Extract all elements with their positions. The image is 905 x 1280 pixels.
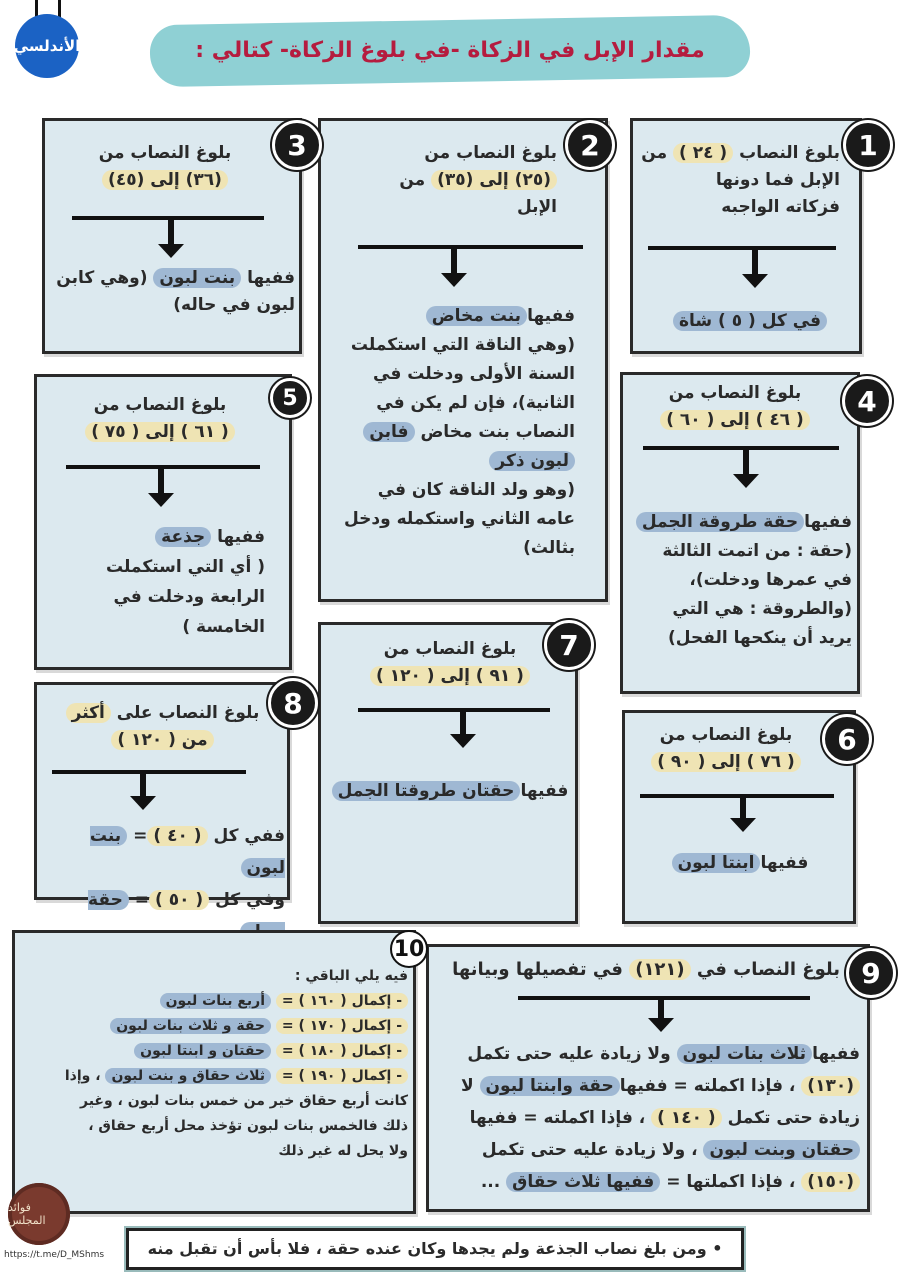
box-9-number: 9 [846,948,896,998]
box-3-number: 3 [272,120,322,170]
box-8-divider [52,770,246,774]
page-title: مقدار الإبل في الزكاة -في بلوغ الزكاة- كتالي : [195,38,705,63]
box-10-number: 10 [390,930,428,968]
box-6-result: ففيهاابنتا لبون [640,850,840,877]
box-4-divider [643,446,839,450]
logo-text: الأندلسي [13,37,81,55]
box-3-result: ففيها بنت لبون (وهي كابن لبون في حاله) [56,268,295,315]
box-6-number: 6 [822,714,872,764]
box-1-result: في كل ( ٥ ) شاة [645,308,855,335]
seal-stamp [8,1183,70,1245]
channel-url[interactable]: https://t.me/D_MShms [4,1250,105,1260]
box-7-arrowhead [450,734,476,748]
box-4-arrowhead [733,474,759,488]
box-2-divider [358,245,583,249]
box-8-arrowhead [130,796,156,810]
box-6-divider [640,794,834,798]
box-3-condition: بلوغ النصاب من (٣٦) إلى (٤٥) [98,143,232,190]
box-4-arrow [743,450,749,476]
box-2-result: ففيهابنت مخاض (وهي الناقة التي استكملت السنة الأولى ودخلت في الثانية)، فإن لم يكن في النصاب بنت مخاض فابن لبون ذكر (وهو ولد الناقة كان في عامه الثاني واستكمله ودخل بثالث) [343,306,575,558]
box-7-arrow [460,712,466,736]
box-9-result: ففيهاثلاث بنات لبون ولا زيادة عليه حتى تكمل (١٣٠) ، فإذا اكملته = ففيهاحقة وابنتا لبون لا زيادة حتى تكمل ( ١٤٠ ) ، فإذا اكملته = ففيها حقتان وبنت لبون ، ولا زيادة عليه حتى تكمل (١٥٠) ، فإذا اكملتها = ففيها ثلاث حقاق ... [460,1044,860,1192]
box-2-arrow [451,249,457,275]
box-5-condition: بلوغ النصاب من ( ٦١ ) إلى ( ٧٥ ) [60,392,260,446]
footer-note: • ومن بلغ نصاب الجذعة ولم يجدها وكان عنده حقة ، فلا بأس أن تقبل منه [126,1228,744,1270]
box-8-number: 8 [268,678,318,728]
seal-text: فوائد المجلس [8,1201,46,1227]
box-7-divider [358,708,550,712]
box-1-condition: بلوغ النصاب ( ٢٤ ) من الإبل فما دونها فزكاته الواجبه [641,143,840,217]
box-7-condition: بلوغ النصاب من ( ٩١ ) إلى ( ١٢٠ ) [350,636,550,690]
box-1-number: 1 [843,120,893,170]
box-7-result: ففيهاحقتان طروقتا الجمل [330,778,570,805]
box-4-result: ففيهاحقة طروقة الجمل (حقة : من اتمت الثالثة في عمرها ودخلت)، (والطروقة : هي التي يريد أن ينكحها الفحل) [630,508,852,653]
box-8-result: ففي كل ( ٤٠ )= بنت لبون وفي كل ( ٥٠ )= حقة [40,820,285,948]
box-4-condition: بلوغ النصاب من ( ٤٦ ) إلى ( ٦٠ ) [635,380,835,434]
box-8-arrow [140,774,146,798]
box-2-arrowhead [441,273,467,287]
box-5-arrowhead [148,493,174,507]
box-3-arrowhead [158,244,184,258]
box-1-divider [648,246,836,250]
box-10-content: فيه يلي الباقي : - إكمال ( ١٦٠ ) = أربع بنات لبون - إكمال ( ١٧٠ ) = حقة و ثلاث بنات لبون - إكمال ( ١٨٠ ) = حقتان و ابنتا لبون - إكمال ( ١٩٠ ) = ثلاث حقاق و بنت لبون ، وإذا كانت أربع حقاق خير من خمس بنات لبون ، وغير ذلك فالخمس بنات لبون تؤخذ محل أربع حقاق ، ولا يحل له غير ذلك [64,968,408,1159]
box-1-arrowhead [742,274,768,288]
channel-logo [15,14,79,78]
box-2-condition: بلوغ النصاب من (٢٥) إلى (٣٥) من الإبل [399,143,557,217]
box-9-divider [518,996,810,1000]
box-2-number: 2 [565,120,615,170]
box-5-arrow [158,469,164,495]
box-4-number: 4 [842,376,892,426]
box-5-result: ففيها جذعة ( أي التي استكملت الرابعة ودخلت في الخامسة ) [106,527,265,637]
box-9-arrowhead [648,1018,674,1032]
box-6-arrowhead [730,818,756,832]
box-6-arrow [740,798,746,820]
box-1-arrow [752,250,758,276]
box-9-arrow [658,1000,664,1020]
box-9-condition: بلوغ النصاب في (١٢١) في تفصيلها وبيانها [452,959,840,980]
box-5-number: 5 [270,378,310,418]
box-7-number: 7 [544,620,594,670]
box-3-arrow [168,220,174,246]
box-6-condition: بلوغ النصاب من ( ٧٦ ) إلى ( ٩٠ ) [636,722,816,776]
box-8-condition: بلوغ النصاب على أكثر من ( ١٢٠ ) [60,700,265,754]
